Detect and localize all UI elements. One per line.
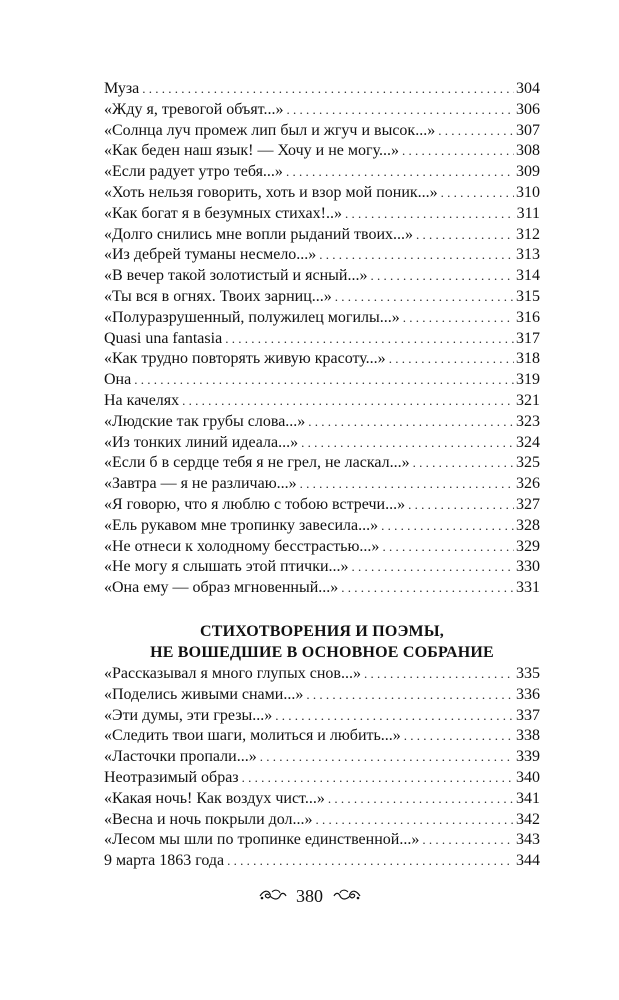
toc-entry (104, 370, 540, 391)
toc-entry-title: «Она ему — образ мгновенный...» (104, 579, 339, 597)
toc-entry-title: «Полуразрушенный, полужилец могилы...» (104, 308, 400, 326)
toc-entry (104, 474, 540, 495)
toc-entry (104, 245, 540, 266)
toc-entry-page: 312 (516, 225, 540, 243)
section-heading-line-1: СТИХОТВОРЕНИЯ И ПОЭМЫ, (200, 623, 444, 640)
toc-entry-title: «Я говорю, что я люблю с тобою встречи...» (104, 495, 406, 513)
toc-entry (104, 453, 540, 474)
toc-entry-page: 316 (516, 308, 540, 326)
toc-entry (104, 391, 540, 412)
toc-entry-page: 343 (516, 831, 540, 849)
dot-leader (345, 204, 515, 225)
dot-leader (422, 830, 514, 851)
dot-leader (441, 183, 514, 204)
toc-entry-page: 341 (516, 789, 540, 807)
toc-entry-page: 323 (516, 412, 540, 430)
toc-entry-page: 340 (516, 768, 540, 786)
toc-entry (104, 329, 540, 350)
toc-entry-page: 310 (516, 183, 540, 201)
toc-entry-page: 328 (516, 516, 540, 534)
toc-entry (104, 747, 540, 768)
dot-leader (134, 370, 514, 391)
toc-entry-page: 326 (516, 475, 540, 493)
dot-leader (308, 412, 514, 433)
dot-leader (408, 495, 514, 516)
toc-entry-title: «Если радует утро тебя...» (104, 163, 283, 181)
toc-entry (104, 810, 540, 831)
toc-entry (104, 578, 540, 599)
toc-entry (104, 183, 540, 204)
toc-entry (104, 557, 540, 578)
toc-entry-page: 338 (516, 727, 540, 745)
toc-entry-title: «Людские так грубы слова...» (104, 412, 306, 430)
dot-leader (328, 789, 514, 810)
toc-entry-page: 330 (516, 558, 540, 576)
toc-entry-title: «Ель рукавом мне тропинку завесила...» (104, 516, 379, 534)
toc-entry-title: «Эти думы, эти грезы...» (104, 706, 273, 724)
flourish-left-icon (258, 888, 288, 904)
toc-entry-title: «Не могу я слышать этой птички...» (104, 558, 349, 576)
toc-entry-page: 344 (516, 852, 540, 870)
dot-leader (416, 225, 514, 246)
toc-entry-page: 335 (516, 665, 540, 682)
toc-entry-title: «Ласточки пропали...» (104, 748, 257, 766)
toc-entry-page: 307 (516, 121, 540, 139)
toc-list-uncollected (104, 664, 540, 872)
toc-entry-page: 342 (516, 810, 540, 828)
dot-leader (225, 329, 514, 350)
toc-entry-title: «Завтра — я не различаю...» (104, 475, 297, 493)
toc-entry-page: 304 (516, 80, 540, 97)
page-folio (0, 882, 619, 908)
toc-entry (104, 225, 540, 246)
toc-entry (104, 789, 540, 810)
toc-entry-title: Она (104, 371, 132, 389)
toc-entry-page: 314 (516, 267, 540, 285)
dot-leader (389, 349, 514, 370)
toc-entry-title: «Лесом мы шли по тропинке единственной...» (104, 831, 420, 849)
toc-entry-page: 321 (516, 391, 540, 409)
dot-leader (438, 121, 514, 142)
toc-entry (104, 726, 540, 747)
toc-entry-title: «Жду я, тревогой объят...» (104, 100, 284, 118)
toc-entry (104, 162, 540, 183)
toc-entry-page: 309 (516, 163, 540, 181)
dot-leader (300, 474, 514, 495)
toc-entry-title: «В вечер такой золотистый и ясный...» (104, 267, 368, 285)
toc-entry (104, 664, 540, 685)
dot-leader (286, 162, 514, 183)
toc-entry-title: «Хоть нельзя говорить, хоть и взор мой поник...» (104, 183, 438, 201)
toc-entry-title: Муза (104, 80, 140, 97)
toc-entry-title: «Как трудно повторять живую красоту...» (104, 350, 386, 368)
toc-entry (104, 706, 540, 727)
toc-entry-page: 306 (516, 100, 540, 118)
toc-entry-title: «Следить твои шаги, молиться и любить...» (104, 727, 401, 745)
dot-leader (364, 664, 514, 685)
toc-entry-title: «Солнца луч промеж лип был и жгуч и высок...» (104, 121, 436, 139)
toc-entry-title: «Как беден наш язык! — Хочу и не могу...» (104, 142, 399, 160)
section-heading-line-2: НЕ ВОШЕДШИЕ В ОСНОВНОЕ СОБРАНИЕ (150, 643, 494, 661)
toc-entry-page: 339 (516, 748, 540, 766)
toc-entry-page: 324 (516, 433, 540, 451)
toc-entry-page: 308 (516, 142, 540, 160)
toc-entry (104, 121, 540, 142)
toc-entry-page: 311 (516, 204, 540, 222)
dot-leader (352, 557, 514, 578)
dot-leader (335, 287, 514, 308)
toc-entry-title: Quasi una fantasia (104, 329, 223, 347)
toc-entry-title: «Какая ночь! Как воздух чист...» (104, 789, 325, 807)
toc-entry-title: «Из тонких линий идеала...» (104, 433, 299, 451)
toc-list-main (104, 79, 540, 599)
toc-entry-title: «Рассказывал я много глупых снов...» (104, 665, 361, 682)
toc-entry (104, 851, 540, 872)
dot-leader (403, 308, 514, 329)
toc-entry-title: «Весна и ночь покрыли дол...» (104, 810, 313, 828)
toc-entry-page: 336 (516, 685, 540, 703)
toc-entry (104, 204, 540, 225)
toc-entry-page: 327 (516, 495, 540, 513)
toc-entry-page: 331 (516, 579, 540, 597)
dot-leader (142, 79, 514, 100)
toc-entry-page: 329 (516, 537, 540, 555)
section-heading (104, 622, 540, 664)
toc-entry-title: «Как богат я в безумных стихах!..» (104, 204, 342, 222)
toc-entry (104, 537, 540, 558)
toc-entry (104, 412, 540, 433)
toc-entry-page: 337 (516, 706, 540, 724)
dot-leader (242, 768, 514, 789)
toc-entry (104, 768, 540, 789)
toc-entry-title: «Не отнеси к холодному бесстрастью...» (104, 537, 380, 555)
page-number: 380 (296, 885, 323, 906)
dot-leader (381, 516, 514, 537)
dot-leader (260, 747, 514, 768)
toc-entry (104, 308, 540, 329)
toc-entry-title: «Из дебрей туманы несмело...» (104, 246, 317, 264)
toc-entry (104, 516, 540, 537)
dot-leader (301, 433, 514, 454)
toc-entry-page: 319 (516, 371, 540, 389)
dot-leader (404, 726, 514, 747)
toc-entry (104, 79, 540, 100)
dot-leader (382, 537, 514, 558)
flourish-right-icon (332, 888, 362, 904)
toc-entry-page: 317 (516, 329, 540, 347)
dot-leader (227, 851, 514, 872)
toc-entry-title: «Если б в сердце тебя я не грел, не ласкал...» (104, 454, 410, 472)
dot-leader (286, 100, 514, 121)
toc-entry (104, 100, 540, 121)
toc-entry (104, 433, 540, 454)
dot-leader (182, 391, 514, 412)
toc-entry (104, 685, 540, 706)
toc-entry (104, 266, 540, 287)
dot-leader (319, 245, 514, 266)
toc-entry-title: «Долго снились мне вопли рыданий твоих...» (104, 225, 414, 243)
dot-leader (370, 266, 514, 287)
dot-leader (413, 453, 514, 474)
toc-entry-page: 325 (516, 454, 540, 472)
dot-leader (316, 810, 514, 831)
dot-leader (341, 578, 514, 599)
toc-entry-title: Неотразимый образ (104, 768, 239, 786)
toc-entry-page: 318 (516, 350, 540, 368)
toc-entry-page: 313 (516, 246, 540, 264)
toc-entry-title: На качелях (104, 391, 180, 409)
dot-leader (306, 685, 514, 706)
toc-entry (104, 141, 540, 162)
dot-leader (402, 141, 514, 162)
toc-entry (104, 349, 540, 370)
toc-entry-page: 315 (516, 287, 540, 305)
toc-entry (104, 830, 540, 851)
toc-entry (104, 287, 540, 308)
toc-entry-title: «Ты вся в огнях. Твоих зарниц...» (104, 287, 332, 305)
toc-entry-title: 9 марта 1863 года (104, 852, 225, 870)
dot-leader (275, 706, 514, 727)
toc-entry-title: «Поделись живыми снами...» (104, 685, 304, 703)
toc-entry (104, 495, 540, 516)
